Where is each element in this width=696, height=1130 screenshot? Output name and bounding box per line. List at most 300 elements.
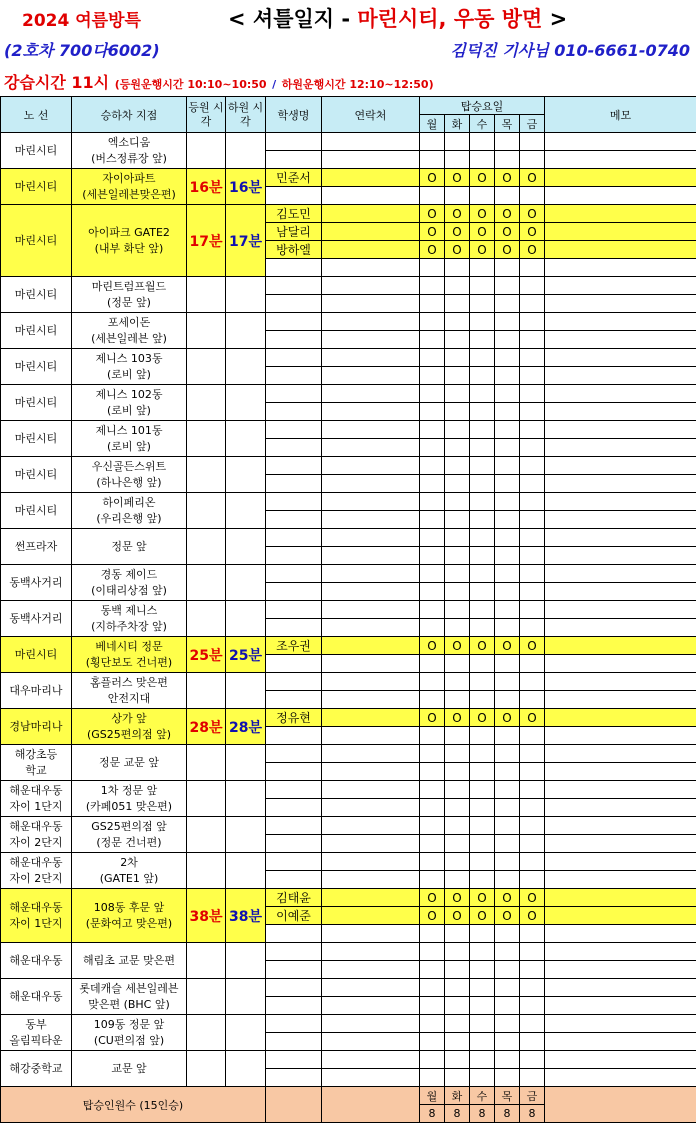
stop-line: 제니스 103동 <box>95 351 163 365</box>
memo-cell <box>545 637 696 655</box>
day-mark <box>495 1069 520 1087</box>
footer-day: 화 <box>445 1087 470 1105</box>
contact-cell <box>322 583 420 601</box>
class-time-label: 강습시간 11시 <box>4 73 110 92</box>
day-mark <box>495 979 520 997</box>
day-mark <box>445 421 470 439</box>
stop-line: 상가 앞 <box>111 711 147 725</box>
day-mark <box>445 871 470 889</box>
stop-line: (로비 앞) <box>107 367 151 381</box>
day-mark <box>470 475 495 493</box>
day-mark <box>520 187 545 205</box>
day-mark <box>420 529 445 547</box>
route-cell <box>1 979 72 1015</box>
day-mark <box>420 1015 445 1033</box>
board-time <box>187 979 226 1015</box>
class-time <box>4 70 434 93</box>
day-mark <box>445 1051 470 1069</box>
student-name: 남달리 <box>266 223 322 241</box>
stop-line: 동백 제니스 <box>100 603 158 617</box>
day-mark <box>445 457 470 475</box>
col-day-wed: 수 <box>470 115 495 133</box>
board-time <box>187 1015 226 1051</box>
day-mark <box>420 457 445 475</box>
memo-cell <box>545 907 696 925</box>
route-cell <box>1 709 72 745</box>
contact-cell <box>322 457 420 475</box>
leave-time: 28분 <box>226 709 266 745</box>
day-mark <box>445 943 470 961</box>
day-mark <box>470 745 495 763</box>
day-mark <box>445 925 470 943</box>
day-mark <box>520 979 545 997</box>
day-mark <box>420 799 445 817</box>
route-cell <box>1 349 72 385</box>
leave-time <box>226 601 266 637</box>
arrival-window: (등원운행시간 10:10~10:50 <box>114 78 267 91</box>
table-row <box>1 979 696 997</box>
contact-cell <box>322 439 420 457</box>
day-mark <box>520 457 545 475</box>
table-row <box>1 529 696 547</box>
day-mark <box>445 277 470 295</box>
day-mark <box>495 529 520 547</box>
table-row <box>1 205 696 223</box>
footer-memo <box>545 1087 696 1123</box>
contact-cell <box>322 1033 420 1051</box>
day-mark <box>520 421 545 439</box>
contact-cell <box>322 331 420 349</box>
contact-cell <box>322 133 420 151</box>
day-mark <box>495 601 520 619</box>
table-row <box>1 817 696 835</box>
day-mark <box>520 943 545 961</box>
day-mark <box>495 331 520 349</box>
student-name <box>266 349 322 367</box>
day-mark: O <box>520 169 545 187</box>
day-mark <box>420 763 445 781</box>
day-mark <box>420 925 445 943</box>
table-row <box>1 781 696 799</box>
table-row <box>1 313 696 331</box>
route-line: 해운대우동 <box>9 989 63 1003</box>
title-prefix: < 셔틀일지 - <box>228 7 358 31</box>
day-mark <box>495 151 520 169</box>
day-mark <box>445 295 470 313</box>
route-cell <box>1 457 72 493</box>
day-mark <box>470 439 495 457</box>
col-days: 탑승요일 <box>420 97 545 115</box>
student-name: 민준서 <box>266 169 322 187</box>
memo-cell <box>545 169 696 187</box>
leave-time <box>226 421 266 457</box>
day-mark <box>520 853 545 871</box>
board-time <box>187 385 226 421</box>
student-name <box>266 817 322 835</box>
day-mark <box>470 367 495 385</box>
day-mark <box>470 619 495 637</box>
day-mark: O <box>470 709 495 727</box>
route-line: 해운대우동 <box>9 783 63 797</box>
day-mark <box>495 547 520 565</box>
stop-line: (GATE1 앞) <box>99 871 159 885</box>
day-mark <box>495 853 520 871</box>
route-line: 마린시티 <box>14 143 58 157</box>
day-mark: O <box>420 889 445 907</box>
day-mark <box>420 313 445 331</box>
memo-cell <box>545 655 696 673</box>
stop-cell <box>72 529 187 565</box>
contact-cell <box>322 1015 420 1033</box>
table-body <box>1 133 696 1087</box>
student-name <box>266 943 322 961</box>
day-mark <box>420 871 445 889</box>
memo-cell <box>545 799 696 817</box>
memo-cell <box>545 151 696 169</box>
day-mark <box>520 997 545 1015</box>
student-name <box>266 925 322 943</box>
day-mark <box>520 835 545 853</box>
day-mark <box>445 997 470 1015</box>
table-row <box>1 637 696 655</box>
col-day-fri: 금 <box>520 115 545 133</box>
day-mark <box>495 1051 520 1069</box>
route-line: 올림픽타운 <box>9 1033 63 1047</box>
day-mark <box>495 1033 520 1051</box>
day-mark: O <box>470 637 495 655</box>
day-mark <box>445 439 470 457</box>
route-line: 해운대우동 <box>9 953 63 967</box>
memo-cell <box>545 997 696 1015</box>
board-time: 25분 <box>187 637 226 673</box>
day-mark <box>470 313 495 331</box>
day-mark <box>495 943 520 961</box>
student-name: 조우권 <box>266 637 322 655</box>
footer-count: 8 <box>520 1105 545 1123</box>
day-mark <box>420 547 445 565</box>
memo-cell <box>545 313 696 331</box>
route-cell <box>1 385 72 421</box>
day-mark <box>445 349 470 367</box>
contact-cell <box>322 961 420 979</box>
student-name <box>266 457 322 475</box>
day-mark: O <box>420 907 445 925</box>
table-row <box>1 385 696 403</box>
day-mark <box>445 133 470 151</box>
table-footer <box>1 1087 696 1123</box>
contact-cell <box>322 655 420 673</box>
table-row <box>1 673 696 691</box>
day-mark <box>520 583 545 601</box>
day-mark: O <box>520 709 545 727</box>
student-name <box>266 871 322 889</box>
stop-line: (하나은행 앞) <box>96 475 162 489</box>
board-time: 28분 <box>187 709 226 745</box>
memo-cell <box>545 853 696 871</box>
day-mark <box>495 691 520 709</box>
day-mark <box>520 349 545 367</box>
route-line: 마린시티 <box>14 233 58 247</box>
stop-cell <box>72 889 187 943</box>
stop-line: (CU편의점 앞) <box>93 1033 165 1047</box>
footer-count: 8 <box>445 1105 470 1123</box>
leave-time <box>226 1051 266 1087</box>
day-mark <box>495 259 520 277</box>
stop-cell <box>72 457 187 493</box>
day-mark <box>445 313 470 331</box>
stop-line: 포세이돈 <box>107 315 151 329</box>
student-name <box>266 601 322 619</box>
season-label: 2024 여름방특 <box>22 11 141 31</box>
leave-time <box>226 1015 266 1051</box>
route-line: 해운대우동 <box>9 819 63 833</box>
route-cell <box>1 421 72 457</box>
memo-cell <box>545 187 696 205</box>
day-mark <box>445 745 470 763</box>
day-mark <box>420 565 445 583</box>
route-cell <box>1 529 72 565</box>
route-line: 동백사거리 <box>9 611 63 625</box>
day-mark <box>420 493 445 511</box>
day-mark <box>445 1033 470 1051</box>
day-mark <box>470 781 495 799</box>
table-row <box>1 349 696 367</box>
contact-cell <box>322 259 420 277</box>
stop-line: (지하주차장 앞) <box>91 619 167 633</box>
footer-count: 8 <box>470 1105 495 1123</box>
route-cell <box>1 889 72 943</box>
day-mark <box>445 673 470 691</box>
day-mark <box>495 925 520 943</box>
board-time <box>187 853 226 889</box>
day-mark <box>420 835 445 853</box>
day-mark <box>495 583 520 601</box>
stop-line: 우신골든스위트 <box>91 459 167 473</box>
stop-line: 홈플러스 맞은편 <box>90 675 168 689</box>
day-mark: O <box>495 169 520 187</box>
route-cell <box>1 601 72 637</box>
leave-time <box>226 349 266 385</box>
day-mark <box>520 781 545 799</box>
memo-cell <box>545 871 696 889</box>
day-mark <box>470 835 495 853</box>
stop-line: (우리은행 앞) <box>96 511 162 525</box>
route-line: 마린시티 <box>14 359 58 373</box>
day-mark: O <box>420 637 445 655</box>
day-mark: O <box>445 223 470 241</box>
day-mark <box>520 817 545 835</box>
student-name: 김도민 <box>266 205 322 223</box>
route-line: 마린시티 <box>14 467 58 481</box>
day-mark <box>470 133 495 151</box>
day-mark: O <box>445 241 470 259</box>
day-mark: O <box>420 709 445 727</box>
route-cell <box>1 853 72 889</box>
day-mark: O <box>470 169 495 187</box>
stop-cell <box>72 313 187 349</box>
vehicle-label: (2호차 700다6002) <box>4 41 160 60</box>
page-title <box>228 3 567 33</box>
day-mark: O <box>495 637 520 655</box>
day-mark: O <box>420 205 445 223</box>
memo-cell <box>545 979 696 997</box>
memo-cell <box>545 223 696 241</box>
day-mark <box>420 943 445 961</box>
stop-line: 제니스 101동 <box>95 423 163 437</box>
day-mark <box>445 1015 470 1033</box>
day-mark <box>420 187 445 205</box>
stop-line: 정문 앞 <box>111 539 147 553</box>
day-mark: O <box>495 907 520 925</box>
memo-cell <box>545 619 696 637</box>
day-mark <box>470 277 495 295</box>
board-time <box>187 817 226 853</box>
student-name <box>266 475 322 493</box>
stop-line: GS25편의점 앞 <box>91 819 167 833</box>
route-line: 자이 2단지 <box>9 871 63 885</box>
footer-day: 월 <box>420 1087 445 1105</box>
day-mark <box>470 1033 495 1051</box>
route-line: 해운대우동 <box>9 900 63 914</box>
footer-blank <box>266 1087 322 1123</box>
leave-time <box>226 457 266 493</box>
stop-cell <box>72 493 187 529</box>
route-line: 썬프라자 <box>14 539 58 553</box>
leave-time <box>226 673 266 709</box>
day-mark <box>470 1051 495 1069</box>
day-mark <box>520 259 545 277</box>
contact-cell <box>322 241 420 259</box>
day-mark <box>420 853 445 871</box>
memo-cell <box>545 205 696 223</box>
stop-line: 하이페리온 <box>102 495 156 509</box>
stop-cell <box>72 565 187 601</box>
table-row <box>1 853 696 871</box>
stop-line: 해림초 교문 맞은편 <box>82 953 175 967</box>
board-time <box>187 673 226 709</box>
student-name <box>266 835 322 853</box>
table-row <box>1 493 696 511</box>
leave-time <box>226 385 266 421</box>
day-mark <box>495 133 520 151</box>
leave-time <box>226 313 266 349</box>
contact-cell <box>322 1051 420 1069</box>
route-cell <box>1 277 72 313</box>
day-mark: O <box>470 889 495 907</box>
contact-cell <box>322 169 420 187</box>
contact-cell <box>322 403 420 421</box>
day-mark <box>520 475 545 493</box>
student-name <box>266 367 322 385</box>
route-line: 자이 1단지 <box>9 799 63 813</box>
day-mark: O <box>470 205 495 223</box>
day-mark: O <box>520 241 545 259</box>
stop-cell <box>72 421 187 457</box>
contact-cell <box>322 511 420 529</box>
stop-line: 자이아파트 <box>102 171 156 185</box>
route-line: 동부 <box>25 1017 47 1031</box>
day-mark: O <box>420 223 445 241</box>
day-mark <box>445 475 470 493</box>
student-name <box>266 997 322 1015</box>
student-name <box>266 331 322 349</box>
day-mark <box>420 403 445 421</box>
day-mark <box>520 1015 545 1033</box>
day-mark <box>420 367 445 385</box>
table-row <box>1 421 696 439</box>
route-cell <box>1 313 72 349</box>
day-mark: O <box>520 889 545 907</box>
table-row <box>1 565 696 583</box>
day-mark <box>495 187 520 205</box>
day-mark <box>520 655 545 673</box>
driver-label: 김덕진 기사님 010-6661-0740 <box>450 41 690 60</box>
day-mark <box>470 331 495 349</box>
day-mark <box>495 295 520 313</box>
day-mark <box>470 583 495 601</box>
col-leave-time: 하원 시각 <box>226 97 266 133</box>
memo-cell <box>545 349 696 367</box>
student-name <box>266 1033 322 1051</box>
leave-time <box>226 529 266 565</box>
stop-line: 109동 정문 앞 <box>93 1017 165 1031</box>
route-cell <box>1 205 72 277</box>
day-mark <box>520 601 545 619</box>
day-mark <box>470 457 495 475</box>
day-mark <box>420 781 445 799</box>
stop-line: (내부 화단 앞) <box>94 241 164 255</box>
day-mark <box>520 313 545 331</box>
student-name <box>266 763 322 781</box>
route-line: 자이 1단지 <box>9 916 63 930</box>
student-name <box>266 547 322 565</box>
title-suffix: > <box>542 7 568 31</box>
day-mark <box>495 961 520 979</box>
contact-cell <box>322 979 420 997</box>
memo-cell <box>545 241 696 259</box>
route-cell <box>1 493 72 529</box>
student-name <box>266 961 322 979</box>
memo-cell <box>545 943 696 961</box>
route-line: 마린시티 <box>14 647 58 661</box>
day-mark <box>470 799 495 817</box>
day-mark <box>520 367 545 385</box>
day-mark: O <box>495 709 520 727</box>
memo-cell <box>545 529 696 547</box>
stop-cell <box>72 745 187 781</box>
col-board-time: 등원 시각 <box>187 97 226 133</box>
contact-cell <box>322 1069 420 1087</box>
day-mark <box>495 421 520 439</box>
day-mark <box>470 961 495 979</box>
day-mark <box>520 439 545 457</box>
memo-cell <box>545 1069 696 1087</box>
route-line: 해강중학교 <box>9 1061 63 1075</box>
day-mark <box>445 1069 470 1087</box>
contact-cell <box>322 277 420 295</box>
day-mark: O <box>420 169 445 187</box>
contact-cell <box>322 943 420 961</box>
day-mark <box>470 673 495 691</box>
stop-line: (카페051 맞은편) <box>85 799 173 813</box>
contact-cell <box>322 817 420 835</box>
shuttle-log-table <box>0 96 696 1123</box>
day-mark <box>470 1069 495 1087</box>
day-mark <box>495 799 520 817</box>
day-mark <box>470 853 495 871</box>
stop-line: (세븐일레븐 앞) <box>91 331 167 345</box>
contact-cell <box>322 313 420 331</box>
